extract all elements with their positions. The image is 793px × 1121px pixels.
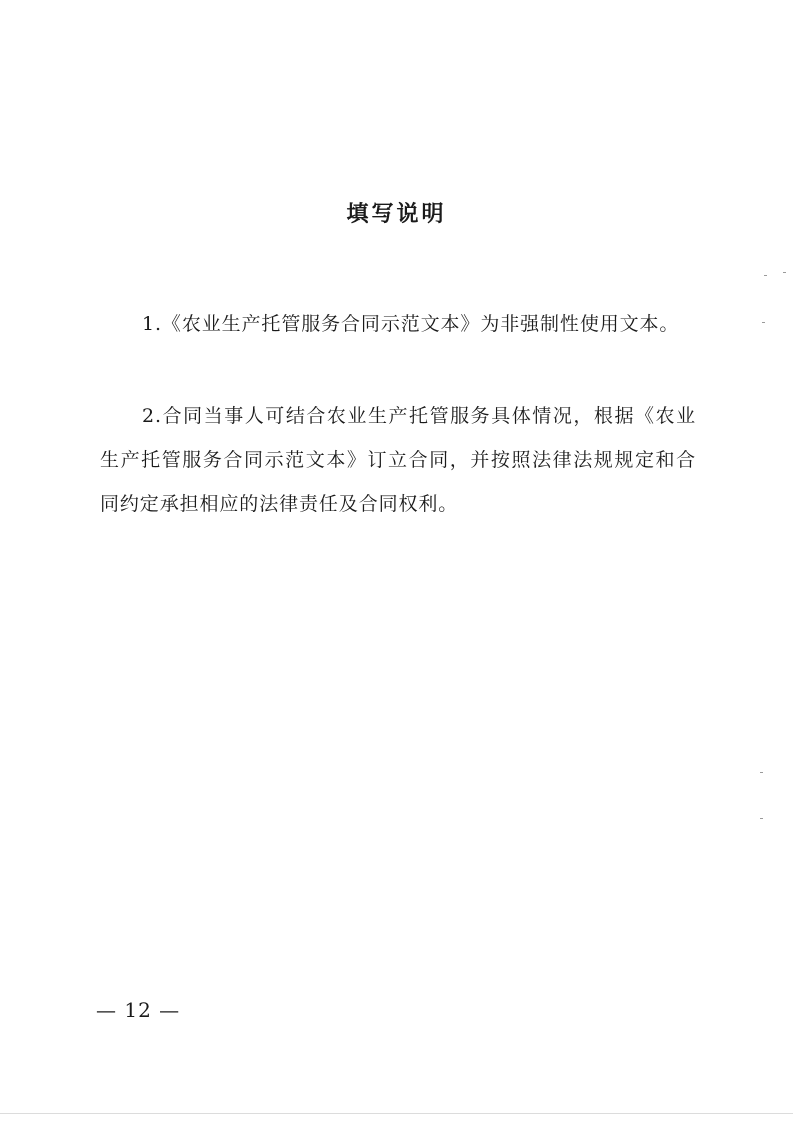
page-number: — 12 —: [96, 998, 181, 1022]
scan-speck: [783, 272, 786, 273]
instruction-paragraph-2: 2.合同当事人可结合农业生产托管服务具体情况，根据《农业生产托管服务合同示范文本》订立合同，并按照法律法规规定和合同约定承担相应的法律责任及合同权利。: [100, 405, 696, 515]
page-title: 填写说明: [346, 201, 447, 227]
instruction-paragraph-1: 1.《农业生产托管服务合同示范文本》为非强制性使用文本。: [142, 313, 680, 335]
scan-speck: [760, 818, 763, 819]
scan-speck: [764, 275, 767, 276]
scan-speck: [762, 322, 765, 323]
page-edge: [0, 1113, 793, 1114]
scan-speck: [760, 772, 763, 773]
